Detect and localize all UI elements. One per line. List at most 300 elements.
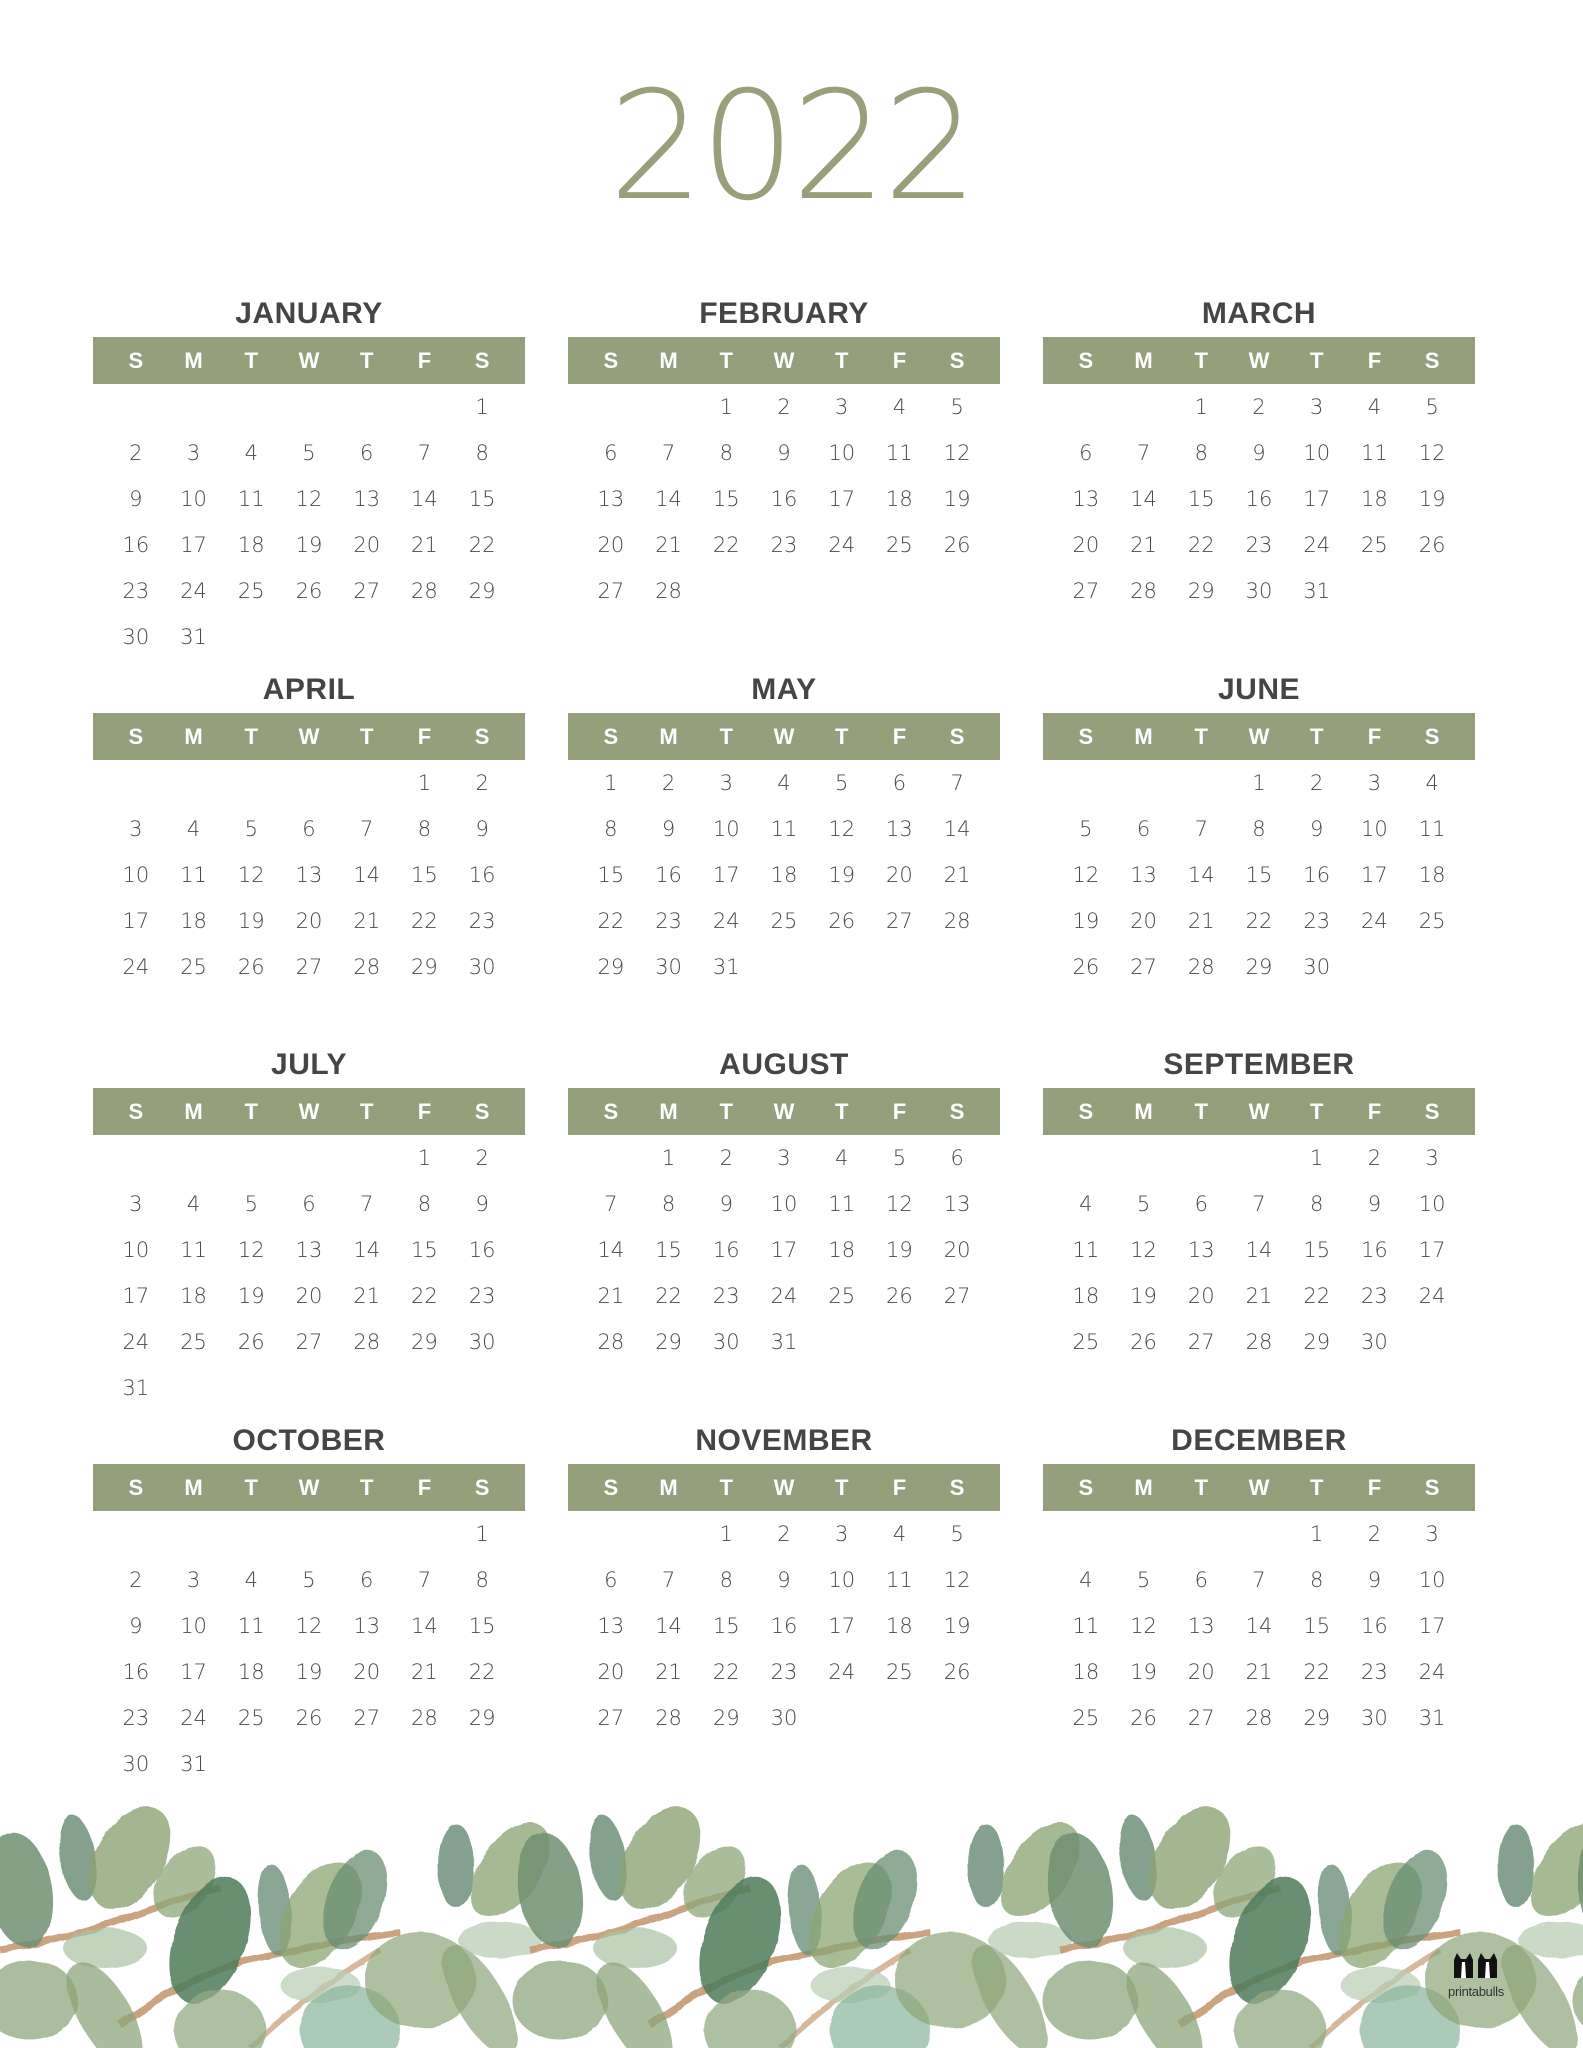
weekday-label: S — [128, 348, 144, 373]
empty-cell — [338, 384, 396, 430]
day-cell: 17 — [180, 1660, 207, 1684]
day-cell: 23 — [468, 1284, 496, 1308]
weekday-label: S — [1078, 724, 1094, 749]
empty-cell — [396, 384, 454, 430]
day-cell: 1 — [417, 771, 432, 795]
day-cell: 5 — [244, 1192, 258, 1216]
day-grid — [568, 1511, 1000, 1741]
day-cell: 4 — [1079, 1192, 1093, 1216]
day-cell: 15 — [597, 863, 625, 887]
empty-cell — [582, 1511, 640, 1557]
weekday-label: T — [1194, 1099, 1208, 1124]
day-cell: 27 — [886, 909, 913, 933]
day-cell: 14 — [353, 1238, 381, 1262]
eucalyptus-leaf-border-icon — [0, 1800, 1583, 2048]
day-cell: 24 — [1418, 1660, 1446, 1684]
day-cell: 18 — [237, 1660, 265, 1684]
day-grid — [93, 1511, 525, 1787]
month-title: OCTOBER — [232, 1424, 386, 1457]
day-cell: 26 — [1130, 1330, 1157, 1354]
day-cell: 22 — [712, 533, 740, 557]
day-cell: 23 — [1245, 533, 1273, 557]
day-cell: 11 — [237, 487, 265, 511]
day-cell: 22 — [1303, 1284, 1331, 1308]
day-cell: 11 — [886, 1568, 913, 1592]
day-cell: 23 — [122, 1706, 150, 1730]
month-title: AUGUST — [719, 1048, 849, 1081]
weekday-label: M — [1134, 724, 1153, 749]
day-cell: 3 — [1367, 771, 1382, 795]
day-cell: 12 — [1130, 1238, 1157, 1262]
day-cell: 14 — [411, 487, 438, 511]
day-cell: 19 — [1072, 909, 1100, 933]
day-cell: 23 — [468, 909, 496, 933]
weekday-label: S — [949, 1099, 965, 1124]
day-cell: 26 — [237, 1330, 265, 1354]
day-cell: 10 — [122, 863, 150, 887]
weekday-label: M — [659, 724, 678, 749]
day-cell: 24 — [1361, 909, 1388, 933]
day-cell: 7 — [417, 1568, 432, 1592]
day-cell: 5 — [1136, 1568, 1151, 1592]
day-cell: 10 — [828, 1568, 856, 1592]
weekday-header-bar — [1043, 1088, 1475, 1135]
day-cell: 14 — [353, 863, 381, 887]
day-cell: 11 — [180, 863, 207, 887]
french-bulldog-icon — [1451, 1952, 1501, 1980]
weekday-label: F — [1367, 348, 1382, 373]
day-cell: 27 — [295, 1330, 323, 1354]
weekday-label: F — [1367, 1099, 1382, 1124]
day-cell: 19 — [237, 1284, 265, 1308]
empty-cell — [222, 1511, 280, 1557]
month-title: NOVEMBER — [695, 1424, 873, 1457]
day-cell: 18 — [1072, 1660, 1100, 1684]
day-cell: 15 — [712, 487, 740, 511]
day-cell: 26 — [295, 1706, 323, 1730]
day-cell: 21 — [353, 909, 381, 933]
weekday-label: T — [834, 1099, 849, 1124]
day-cell: 4 — [244, 441, 258, 465]
weekday-label: S — [603, 1475, 619, 1500]
day-cell: 14 — [943, 817, 971, 841]
day-cell: 13 — [597, 487, 625, 511]
day-cell: 2 — [661, 771, 676, 795]
empty-cell — [1172, 760, 1230, 806]
day-cell: 14 — [1245, 1238, 1273, 1262]
day-cell: 6 — [1079, 441, 1093, 465]
empty-cell — [1057, 760, 1115, 806]
month-title: APRIL — [262, 673, 356, 706]
day-cell: 6 — [604, 441, 618, 465]
weekday-label: F — [417, 1475, 432, 1500]
empty-cell — [1115, 384, 1173, 430]
day-cell: 2 — [1367, 1146, 1382, 1170]
day-cell: 1 — [604, 771, 618, 795]
day-cell: 8 — [1310, 1568, 1324, 1592]
weekday-label: M — [184, 1099, 203, 1124]
day-cell: 12 — [1130, 1614, 1157, 1638]
day-cell: 27 — [1130, 955, 1157, 979]
day-cell: 11 — [770, 817, 798, 841]
day-cell: 8 — [417, 1192, 432, 1216]
weekday-label: T — [244, 1475, 258, 1500]
day-cell: 17 — [828, 1614, 856, 1638]
weekday-label: T — [244, 348, 258, 373]
empty-cell — [1057, 1511, 1115, 1557]
day-cell: 28 — [353, 1330, 381, 1354]
day-cell: 14 — [1245, 1614, 1273, 1638]
weekday-label: M — [184, 348, 203, 373]
weekday-header-bar — [93, 1088, 525, 1135]
day-cell: 31 — [180, 625, 207, 649]
weekday-label: F — [892, 1099, 907, 1124]
day-cell: 5 — [950, 395, 964, 419]
day-cell: 2 — [1367, 1522, 1382, 1546]
weekday-label: W — [298, 1099, 320, 1124]
day-cell: 15 — [1303, 1614, 1331, 1638]
day-cell: 16 — [712, 1238, 740, 1262]
empty-cell — [338, 1135, 396, 1181]
weekday-label: S — [1424, 1099, 1440, 1124]
empty-cell — [338, 760, 396, 806]
day-cell: 7 — [604, 1192, 618, 1216]
day-cell: 26 — [828, 909, 856, 933]
empty-cell — [1230, 1135, 1288, 1181]
day-cell: 24 — [122, 1330, 150, 1354]
day-cell: 26 — [1130, 1706, 1157, 1730]
weekday-label: T — [1309, 724, 1324, 749]
weekday-header-bar — [1043, 713, 1475, 760]
day-cell: 9 — [1367, 1192, 1382, 1216]
day-cell: 8 — [475, 441, 489, 465]
day-cell: 7 — [661, 1568, 676, 1592]
day-cell: 24 — [770, 1284, 798, 1308]
weekday-label: M — [1134, 348, 1153, 373]
day-cell: 21 — [1187, 909, 1215, 933]
weekday-label: T — [359, 1099, 374, 1124]
day-cell: 6 — [950, 1146, 964, 1170]
weekday-label: F — [1367, 1475, 1382, 1500]
day-cell: 1 — [1310, 1146, 1324, 1170]
day-cell: 12 — [1072, 863, 1100, 887]
day-cell: 22 — [1303, 1660, 1331, 1684]
weekday-label: S — [474, 1099, 490, 1124]
day-cell: 5 — [1136, 1192, 1151, 1216]
weekday-label: T — [719, 1099, 733, 1124]
day-cell: 25 — [1072, 1330, 1100, 1354]
day-cell: 7 — [417, 441, 432, 465]
day-cell: 20 — [295, 1284, 323, 1308]
day-cell: 21 — [411, 533, 438, 557]
day-cell: 31 — [180, 1752, 207, 1776]
day-cell: 13 — [1187, 1238, 1215, 1262]
day-cell: 3 — [777, 1146, 791, 1170]
day-cell: 5 — [892, 1146, 907, 1170]
day-cell: 15 — [712, 1614, 740, 1638]
day-cell: 9 — [475, 817, 489, 841]
day-cell: 30 — [122, 1752, 150, 1776]
empty-cell — [1057, 1135, 1115, 1181]
day-cell: 7 — [1136, 441, 1151, 465]
month-title: FEBRUARY — [699, 297, 869, 330]
weekday-label: S — [1424, 1475, 1440, 1500]
day-cell: 23 — [712, 1284, 740, 1308]
empty-cell — [165, 760, 223, 806]
day-cell: 19 — [295, 533, 323, 557]
day-cell: 1 — [719, 395, 733, 419]
day-cell: 21 — [655, 533, 682, 557]
day-cell: 9 — [719, 1192, 733, 1216]
empty-cell — [1115, 760, 1173, 806]
day-cell: 15 — [1245, 863, 1273, 887]
day-cell: 8 — [1252, 817, 1266, 841]
weekday-label: S — [1424, 724, 1440, 749]
weekday-label: T — [719, 1475, 733, 1500]
day-cell: 5 — [1425, 395, 1439, 419]
day-cell: 17 — [180, 533, 207, 557]
weekday-label: S — [128, 724, 144, 749]
day-cell: 2 — [1252, 395, 1266, 419]
month-title: MAY — [751, 673, 817, 706]
weekday-label: W — [1248, 1475, 1270, 1500]
day-cell: 28 — [1130, 579, 1157, 603]
day-cell: 16 — [655, 863, 682, 887]
day-cell: 9 — [129, 1614, 143, 1638]
weekday-label: S — [1078, 348, 1094, 373]
day-cell: 28 — [655, 1706, 682, 1730]
day-cell: 15 — [468, 1614, 496, 1638]
weekday-label: S — [128, 1475, 144, 1500]
day-cell: 13 — [943, 1192, 971, 1216]
weekday-label: W — [298, 1475, 320, 1500]
day-cell: 22 — [712, 1660, 740, 1684]
day-cell: 24 — [180, 1706, 207, 1730]
day-cell: 30 — [122, 625, 150, 649]
day-cell: 19 — [828, 863, 856, 887]
day-cell: 31 — [770, 1330, 798, 1354]
empty-cell — [222, 1135, 280, 1181]
day-cell: 11 — [1072, 1614, 1100, 1638]
weekday-label: T — [834, 724, 849, 749]
day-cell: 9 — [777, 441, 791, 465]
day-cell: 7 — [1194, 817, 1208, 841]
day-cell: 25 — [1072, 1706, 1100, 1730]
weekday-label: T — [244, 1099, 258, 1124]
day-cell: 13 — [1130, 863, 1157, 887]
day-cell: 4 — [186, 1192, 201, 1216]
day-cell: 29 — [655, 1330, 682, 1354]
day-cell: 25 — [1418, 909, 1446, 933]
day-cell: 24 — [828, 1660, 856, 1684]
day-cell: 12 — [943, 1568, 971, 1592]
day-cell: 5 — [302, 441, 316, 465]
day-cell: 15 — [1187, 487, 1215, 511]
weekday-label: S — [128, 1099, 144, 1124]
day-cell: 4 — [777, 771, 791, 795]
weekday-label: W — [298, 348, 320, 373]
day-cell: 27 — [597, 1706, 625, 1730]
empty-cell — [1115, 1135, 1173, 1181]
day-grid — [568, 1135, 1000, 1365]
day-cell: 3 — [129, 1192, 143, 1216]
day-cell: 16 — [1361, 1238, 1388, 1262]
day-cell: 31 — [1303, 579, 1331, 603]
day-cell: 20 — [295, 909, 323, 933]
day-cell: 14 — [1187, 863, 1215, 887]
day-cell: 25 — [237, 579, 265, 603]
day-cell: 30 — [468, 955, 496, 979]
day-cell: 1 — [661, 1146, 676, 1170]
day-cell: 8 — [1194, 441, 1208, 465]
month-title: DECEMBER — [1171, 1424, 1347, 1457]
day-cell: 27 — [353, 1706, 381, 1730]
weekday-label: T — [1194, 1475, 1208, 1500]
day-cell: 16 — [122, 1660, 150, 1684]
weekday-header-bar — [1043, 337, 1475, 384]
empty-cell — [1230, 1511, 1288, 1557]
day-cell: 3 — [129, 817, 143, 841]
day-grid — [568, 760, 1000, 990]
day-cell: 16 — [770, 1614, 798, 1638]
day-cell: 5 — [302, 1568, 316, 1592]
empty-cell — [1057, 384, 1115, 430]
weekday-label: S — [949, 1475, 965, 1500]
day-cell: 22 — [655, 1284, 682, 1308]
day-cell: 2 — [475, 771, 489, 795]
weekday-label: F — [417, 348, 432, 373]
day-cell: 11 — [1072, 1238, 1100, 1262]
day-cell: 1 — [1252, 771, 1266, 795]
day-cell: 31 — [122, 1376, 150, 1400]
day-cell: 4 — [892, 395, 907, 419]
day-cell: 6 — [1194, 1568, 1208, 1592]
weekday-label: M — [659, 1099, 678, 1124]
weekday-label: S — [603, 348, 619, 373]
day-cell: 14 — [655, 487, 682, 511]
day-cell: 2 — [777, 1522, 791, 1546]
day-cell: 10 — [828, 441, 856, 465]
weekday-label: T — [834, 348, 849, 373]
empty-cell — [107, 760, 165, 806]
day-cell: 21 — [1245, 1284, 1273, 1308]
day-cell: 9 — [1252, 441, 1266, 465]
day-cell: 2 — [475, 1146, 489, 1170]
day-cell: 31 — [1418, 1706, 1446, 1730]
day-cell: 20 — [597, 533, 625, 557]
weekday-label: T — [1309, 1099, 1324, 1124]
day-cell: 4 — [244, 1568, 258, 1592]
day-cell: 12 — [237, 1238, 265, 1262]
month-title: JUNE — [1217, 673, 1301, 706]
day-cell: 23 — [655, 909, 682, 933]
weekday-label: T — [719, 724, 733, 749]
day-cell: 28 — [1245, 1706, 1273, 1730]
day-cell: 6 — [1136, 817, 1151, 841]
day-cell: 17 — [770, 1238, 798, 1262]
day-cell: 6 — [360, 1568, 374, 1592]
weekday-label: M — [1134, 1099, 1153, 1124]
empty-cell — [165, 1511, 223, 1557]
day-cell: 25 — [828, 1284, 856, 1308]
day-cell: 29 — [712, 1706, 740, 1730]
day-cell: 4 — [892, 1522, 907, 1546]
weekday-label: F — [892, 1475, 907, 1500]
day-cell: 4 — [1367, 395, 1382, 419]
year-title: 2022 — [608, 60, 975, 234]
day-grid — [93, 760, 525, 990]
day-cell: 23 — [1303, 909, 1331, 933]
day-cell: 2 — [777, 395, 791, 419]
day-cell: 26 — [943, 533, 971, 557]
day-cell: 20 — [1187, 1284, 1215, 1308]
day-cell: 19 — [1130, 1284, 1157, 1308]
day-cell: 12 — [1418, 441, 1446, 465]
weekday-label: T — [244, 724, 258, 749]
day-cell: 21 — [1245, 1660, 1273, 1684]
day-cell: 18 — [886, 487, 913, 511]
day-cell: 20 — [1130, 909, 1157, 933]
day-cell: 30 — [1303, 955, 1331, 979]
weekday-label: F — [1367, 724, 1382, 749]
day-grid — [568, 384, 1000, 614]
weekday-header-bar — [93, 1464, 525, 1511]
day-cell: 16 — [468, 863, 496, 887]
day-cell: 26 — [1072, 955, 1100, 979]
weekday-label: T — [1309, 348, 1324, 373]
day-cell: 9 — [129, 487, 143, 511]
day-cell: 27 — [1187, 1330, 1215, 1354]
day-cell: 1 — [417, 1146, 432, 1170]
day-cell: 10 — [180, 487, 207, 511]
day-cell: 16 — [1245, 487, 1273, 511]
day-cell: 26 — [1418, 533, 1446, 557]
weekday-label: T — [1194, 724, 1208, 749]
weekday-label: F — [417, 1099, 432, 1124]
day-cell: 11 — [1361, 441, 1388, 465]
day-cell: 7 — [360, 1192, 374, 1216]
day-cell: 2 — [1310, 771, 1324, 795]
day-cell: 29 — [468, 1706, 496, 1730]
day-cell: 29 — [1245, 955, 1273, 979]
day-cell: 21 — [353, 1284, 381, 1308]
empty-cell — [280, 1511, 338, 1557]
day-cell: 29 — [1303, 1706, 1331, 1730]
weekday-label: F — [892, 348, 907, 373]
day-cell: 11 — [1418, 817, 1446, 841]
empty-cell — [640, 384, 698, 430]
empty-cell — [396, 1511, 454, 1557]
weekday-label: M — [659, 348, 678, 373]
day-cell: 12 — [295, 487, 323, 511]
day-cell: 2 — [129, 1568, 143, 1592]
weekday-label: W — [1248, 724, 1270, 749]
day-cell: 7 — [661, 441, 676, 465]
weekday-label: S — [1078, 1475, 1094, 1500]
day-cell: 3 — [835, 1522, 849, 1546]
day-cell: 28 — [655, 579, 682, 603]
day-cell: 19 — [1418, 487, 1446, 511]
day-cell: 1 — [1194, 395, 1208, 419]
day-cell: 10 — [1418, 1192, 1446, 1216]
month-title: JANUARY — [235, 297, 383, 330]
day-cell: 17 — [122, 1284, 150, 1308]
day-cell: 27 — [1072, 579, 1100, 603]
day-cell: 12 — [828, 817, 856, 841]
day-cell: 9 — [661, 817, 676, 841]
empty-cell — [280, 384, 338, 430]
day-cell: 22 — [468, 533, 496, 557]
